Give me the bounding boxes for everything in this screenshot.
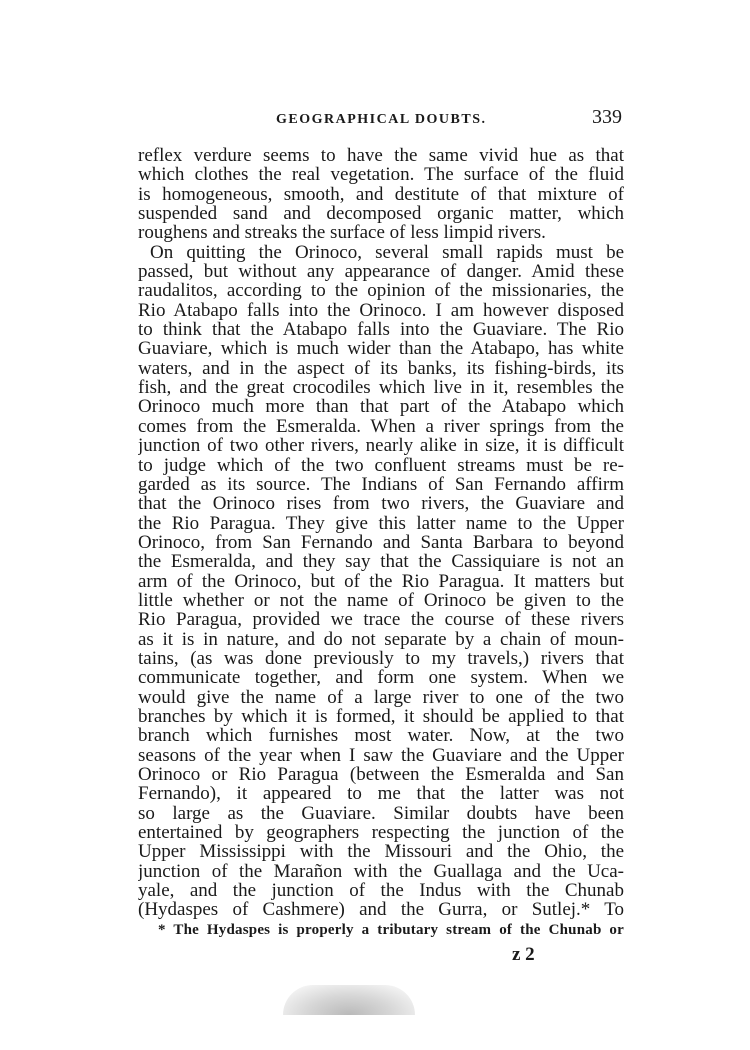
body-text [138,146,624,920]
text-line: the Esmeralda, and they say that the Cassiquiare is not an [138,552,624,572]
signature-mark: z 2 [512,944,535,965]
text-line: roughens and streaks the surface of less limpid rivers. [138,223,546,243]
text-line: suspended sand and decomposed organic matter, which [138,204,624,224]
text-line: that the Orinoco rises from two rivers, the Guaviare and [138,494,624,514]
text-line: to judge which of the two confluent streams must be re- [138,455,624,475]
text-line: the Rio Paragua. They give this latter name to the Upper [138,513,624,533]
text-line: Rio Atabapo falls into the Orinoco. I am however disposed [138,300,624,321]
running-head [138,106,624,134]
text-line: raudalitos, according to the opinion of the missionaries, the [138,281,624,301]
text-line: arm of the Orinoco, but of the Rio Paragua. It matters but [138,571,624,591]
text-line: branch which furnishes most water. Now, at the two [138,726,624,746]
text-line: Orinoco, from San Fernando and Santa Barbara to beyond [138,532,624,553]
text-line: fish, and the great crocodiles which live in it, resembles the [138,378,624,398]
text-line: Fernando), it appeared to me that the latter was not [138,784,624,804]
text-line: junction of the Marañon with the Guallaga and the Uca- [138,861,624,882]
text-line: would give the name of a large river to one of the two [138,687,624,707]
text-line: Orinoco much more than that part of the Atabapo which [138,397,624,417]
text-line: Upper Mississippi with the Missouri and the Ohio, the [138,842,624,862]
text-line: reflex verdure seems to have the same vivid hue as that [138,146,624,166]
text-line: garded as its source. The Indians of San Fernando affirm [138,474,624,495]
text-line: waters, and in the aspect of its banks, its fishing-birds, its [138,358,624,379]
footnote: * The Hydaspes is properly a tributary stream of the Chunab or [158,922,624,938]
text-line: branches by which it is formed, it should be applied to that [138,706,624,727]
text-line: communicate together, and form one system. When we [138,668,624,688]
text-line: little whether or not the name of Orinoco be given to the [138,590,624,611]
text-line: so large as the Guaviare. Similar doubts have been [138,803,624,824]
text-line: seasons of the year when I saw the Guaviare and the Upper [138,745,624,765]
text-line: junction of two other rivers, nearly alike in size, it is difficult [138,436,624,456]
text-line: comes from the Esmeralda. When a river springs from the [138,416,624,437]
text-line: Orinoco or Rio Paragua (between the Esmeralda and San [138,765,624,785]
text-line: passed, but without any appearance of danger. Amid these [138,262,624,282]
thumb-shadow [283,985,415,1015]
text-line: Rio Paragua, provided we trace the course of these rivers [138,610,624,630]
text-line: On quitting the Orinoco, several small rapids must be [150,242,624,263]
text-line: entertained by geographers respecting the junction of the [138,823,624,843]
page-number: 339 [592,106,622,128]
text-line: yale, and the junction of the Indus with the Chunab [138,881,624,901]
text-line: (Hydaspes of Cashmere) and the Gurra, or Sutlej.* To [138,900,624,920]
text-line: which clothes the real vegetation. The surface of the fluid [138,165,624,185]
text-line: is homogeneous, smooth, and destitute of that mixture of [138,184,624,205]
running-title: GEOGRAPHICAL DOUBTS. [276,112,487,127]
text-line: as it is in nature, and do not separate by a chain of moun- [138,629,624,649]
text-line: Guaviare, which is much wider than the Atabapo, has white [138,339,624,359]
text-line: to think that the Atabapo falls into the Guaviare. The Rio [138,320,624,340]
text-line: tains, (as was done previously to my travels,) rivers that [138,648,624,669]
